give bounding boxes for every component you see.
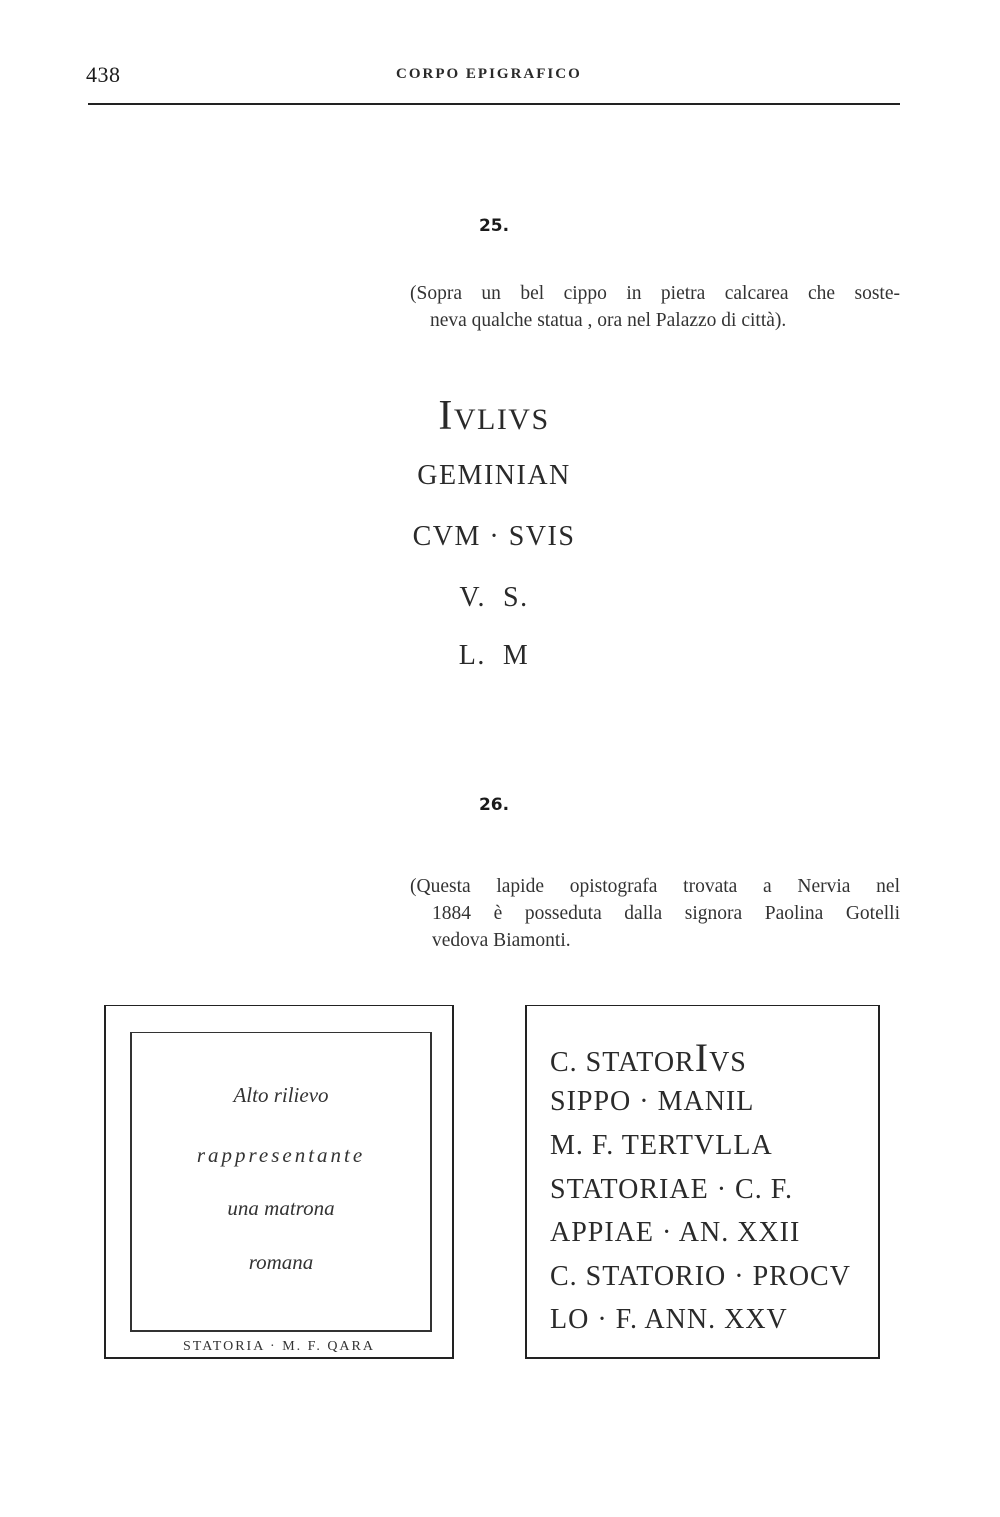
entry-26-note	[410, 873, 900, 954]
inscription-line: STATORIAE · C. F.	[550, 1174, 794, 1205]
entry-number-26: 26.	[478, 795, 510, 815]
inscription-text: VLIVS	[453, 403, 550, 436]
relief-text: rappresentante	[196, 1143, 366, 1167]
note-line: (Sopra un bel cippo in pietra calcarea che soste-	[410, 283, 900, 304]
inscription-line	[550, 1034, 747, 1081]
relief-text: una matrona	[227, 1196, 335, 1220]
note-line: neva qualche statua , ora nel Palazzo di città).	[430, 310, 787, 331]
relief-panel	[104, 1005, 454, 1359]
inscription-text: VS	[709, 1047, 747, 1078]
inscription-line	[0, 392, 994, 440]
note-line: (Questa lapide opistografa trovata a Nervia nel	[410, 876, 900, 897]
inscription-line: LO · F. ANN. XXV	[550, 1304, 788, 1335]
relief-text: romana	[248, 1250, 314, 1274]
inscription-panel	[525, 1005, 880, 1359]
inscription-line: SIPPO · MANIL	[550, 1086, 755, 1117]
inscription-line: APPIAE · AN. XXII	[550, 1217, 801, 1248]
relief-text: Alto rilievo	[233, 1083, 329, 1107]
note-line: vedova Biamonti.	[432, 930, 571, 951]
inscription-line: L. M	[458, 640, 530, 671]
inscription-line: CVM · SVIS	[412, 521, 576, 552]
note-line: 1884 è posseduta dalla signora Paolina Gotelli	[432, 903, 900, 924]
entry-25-note	[410, 280, 900, 334]
inscription-line: M. F. TERTVLLA	[550, 1130, 773, 1161]
inscription-initial: I	[438, 393, 454, 439]
inscription-text: C. STATOR	[550, 1047, 695, 1078]
inscription-initial: I	[694, 1035, 710, 1080]
relief-caption: STATORIA · M. F. QARA	[183, 1339, 375, 1354]
relief-inner-frame	[130, 1032, 432, 1332]
inscription-line: V. S.	[459, 582, 529, 613]
page-number: 438	[86, 62, 121, 87]
header-rule	[88, 103, 900, 105]
inscription-line: GEMINIAN	[417, 460, 571, 491]
inscription-line: C. STATORIO · PROCV	[550, 1261, 851, 1292]
entry-number-25: 25.	[478, 216, 510, 236]
running-title: CORPO EPIGRAFICO	[396, 66, 582, 82]
